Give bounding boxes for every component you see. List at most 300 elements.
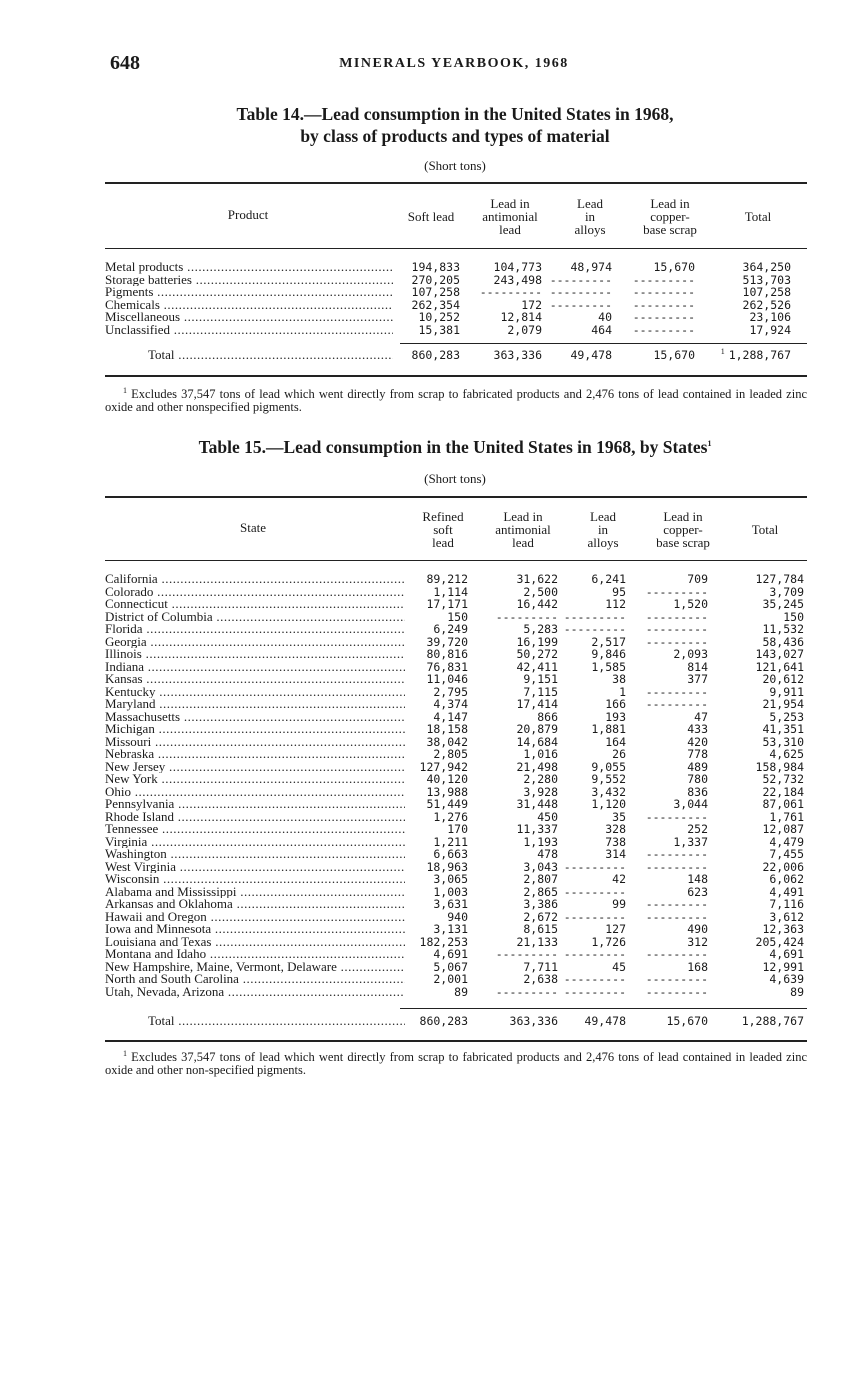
cell-col-4: 490 [687, 922, 708, 936]
cell-col-1: 5,067 [433, 959, 468, 974]
cell-col-1: 3,131 [433, 922, 468, 936]
table-row [105, 773, 807, 786]
cell-col-5: 513,703 [742, 272, 791, 287]
cell-col-2: 7,711 [523, 959, 558, 974]
cell-col-5: 143,027 [755, 647, 804, 661]
cell-col-4: --------- [632, 310, 695, 325]
cell-col-2: 450 [537, 809, 558, 824]
cell-col-4: 15,670 [653, 260, 695, 274]
table14-header-rule [105, 248, 807, 249]
header-line: Refined [422, 509, 464, 524]
cell-col-2: 2,280 [523, 772, 558, 786]
cell-col-2: 21,133 [516, 934, 558, 949]
cell-col-4: --------- [645, 909, 708, 924]
row-label: Virginia ..... [105, 836, 405, 849]
table-row [105, 973, 807, 986]
row-label: Montana and Idaho ..... [105, 948, 405, 961]
cell-col-4: 312 [687, 934, 708, 949]
table-row [105, 623, 807, 636]
total-cell-col-2: 363,336 [493, 348, 542, 362]
cell-col-1: 15,381 [418, 322, 460, 337]
row-label: Indiana ..... [105, 661, 405, 674]
cell-col-5: 4,639 [769, 972, 804, 986]
cell-col-5: 17,924 [749, 322, 791, 337]
cell-col-1: 80,816 [426, 647, 468, 661]
cell-col-4: 433 [687, 722, 708, 736]
cell-col-1: 11,046 [426, 672, 468, 686]
cell-col-4: 3,044 [673, 797, 708, 811]
cell-col-4: 168 [687, 959, 708, 974]
row-label: California ..... [105, 573, 405, 586]
table-row [105, 986, 807, 999]
cell-col-3: 9,846 [591, 647, 626, 661]
table14-footnote-text: Excludes 37,547 tons of lead which went directly from scrap to fabricated products and 2,476 tons of lead contained in leaded zinc oxide and other nonspecified pigments. [105, 387, 808, 414]
row-label: Connecticut ..... [105, 598, 405, 611]
table14-header-antimonial-lead [482, 197, 538, 236]
total-cell-col-3: 49,478 [584, 1014, 626, 1028]
cell-col-3: 38 [612, 672, 626, 686]
cell-col-4: 709 [687, 572, 708, 586]
table14-title [105, 103, 805, 147]
row-label: Washington ..... [105, 848, 405, 861]
cell-col-4: 252 [687, 822, 708, 836]
cell-col-1: 1,114 [433, 584, 468, 599]
cell-col-2: 2,865 [523, 884, 558, 899]
cell-col-2: 42,411 [516, 659, 558, 674]
row-label: Hawaii and Oregon ..... [105, 911, 405, 924]
cell-col-5: 205,424 [755, 934, 804, 949]
cell-col-4: --------- [645, 984, 708, 999]
cell-col-5: 4,491 [769, 884, 804, 899]
table-row [105, 873, 807, 886]
cell-col-1: 18,158 [426, 722, 468, 736]
total-label: Total ..... [148, 348, 393, 362]
cell-col-4: --------- [645, 584, 708, 599]
cell-col-2: --------- [479, 285, 542, 300]
cell-col-1: 10,252 [418, 310, 460, 325]
cell-col-5: 5,253 [769, 709, 804, 724]
table-row [105, 311, 807, 324]
cell-col-5: 150 [783, 609, 804, 624]
table14-bottom-rule [105, 375, 807, 377]
cell-col-4: --------- [645, 622, 708, 636]
row-label: New Jersey ..... [105, 761, 405, 774]
cell-col-3: 1 [619, 684, 626, 699]
cell-col-1: 51,449 [426, 797, 468, 811]
header-line: lead [512, 535, 534, 550]
cell-col-5: 121,641 [755, 659, 804, 674]
row-label: Missouri ..... [105, 736, 405, 749]
cell-col-1: 1,211 [433, 834, 468, 849]
cell-col-1: 2,805 [433, 747, 468, 761]
cell-col-4: --------- [645, 609, 708, 624]
cell-col-5: 364,250 [742, 260, 791, 274]
cell-col-2: 50,272 [516, 647, 558, 661]
total-cell-col-3: 49,478 [570, 348, 612, 362]
cell-col-5: 4,691 [769, 947, 804, 961]
cell-col-2: 16,199 [516, 634, 558, 649]
cell-col-5: 58,436 [762, 634, 804, 649]
row-label: Alabama and Mississippi ..... [105, 886, 405, 899]
cell-col-1: 13,988 [426, 784, 468, 799]
row-label: North and South Carolina ..... [105, 973, 405, 986]
row-label: Miscellaneous ..... [105, 311, 393, 324]
cell-col-4: --------- [645, 809, 708, 824]
header-line: in [597, 522, 609, 537]
cell-col-5: 11,532 [762, 622, 804, 636]
cell-col-5: 53,310 [762, 734, 804, 749]
table15-header-rule [105, 560, 807, 561]
table15-header-refined-soft-lead [422, 510, 463, 549]
cell-col-4: --------- [645, 697, 708, 711]
header-line: lead [499, 222, 521, 237]
row-label: West Virginia ..... [105, 861, 405, 874]
table14-header-soft-lead [408, 210, 455, 223]
cell-col-4: --------- [645, 684, 708, 699]
total-value: 1,288,767 [728, 348, 791, 362]
cell-col-5: 21,954 [762, 697, 804, 711]
row-label: Georgia ..... [105, 636, 405, 649]
row-label: Storage batteries ..... [105, 274, 393, 287]
row-label: District of Columbia ..... [105, 611, 405, 624]
cell-col-5: 20,612 [762, 672, 804, 686]
table15-footnote-text: Excludes 37,547 tons of lead which went directly from scrap to fabricated products and 2,476 tons of lead contained in leaded zinc oxide and other non-specified pigments. [105, 1050, 808, 1077]
header-line: base scrap [656, 535, 710, 550]
header-line: in [584, 209, 596, 224]
cell-col-3: --------- [563, 622, 626, 636]
cell-col-3: 6,241 [591, 572, 626, 586]
table14-total-rule [400, 343, 807, 344]
table-row [105, 848, 807, 861]
table14-column-headers [105, 197, 807, 242]
cell-col-4: 420 [687, 734, 708, 749]
cell-col-3: --------- [563, 609, 626, 624]
header-line: soft [433, 522, 453, 537]
cell-col-3: 99 [612, 897, 626, 911]
cell-col-2: 8,615 [523, 922, 558, 936]
cell-col-5: 22,184 [762, 784, 804, 799]
cell-col-1: 2,001 [433, 972, 468, 986]
cell-col-1: 3,631 [433, 897, 468, 911]
cell-col-5: 52,732 [762, 772, 804, 786]
cell-col-1: 1,003 [433, 884, 468, 899]
cell-col-2: 1,016 [523, 747, 558, 761]
cell-col-3: 464 [591, 322, 612, 337]
table15-header-state: State [240, 520, 266, 535]
cell-col-2: 2,807 [523, 872, 558, 886]
cell-col-4: 1,337 [673, 834, 708, 849]
header-line: antimonial [482, 209, 538, 224]
cell-col-4: --------- [632, 297, 695, 312]
cell-col-2: 172 [521, 297, 542, 312]
cell-col-2: 2,500 [523, 584, 558, 599]
cell-col-3: --------- [563, 884, 626, 899]
cell-col-5: 6,062 [769, 872, 804, 886]
cell-col-2: 1,193 [523, 834, 558, 849]
table15-header-total [752, 523, 779, 536]
cell-col-4: --------- [632, 272, 695, 287]
table-row [105, 723, 807, 736]
cell-col-2: 3,043 [523, 859, 558, 874]
cell-col-4: --------- [645, 859, 708, 874]
row-label: Illinois ..... [105, 648, 405, 661]
header-line: copper- [663, 522, 703, 537]
header-line: alloys [587, 535, 619, 550]
table15-column-headers [105, 510, 807, 555]
total-cell-col-4: 15,670 [653, 348, 695, 362]
cell-col-3: 26 [612, 747, 626, 761]
table15-body [105, 573, 807, 998]
cell-col-3: --------- [563, 984, 626, 999]
cell-col-3: 42 [612, 872, 626, 886]
cell-col-3: 1,120 [591, 797, 626, 811]
cell-col-2: 2,672 [523, 909, 558, 924]
cell-col-4: --------- [645, 634, 708, 649]
row-label: New York ..... [105, 773, 405, 786]
cell-col-2: 7,115 [523, 684, 558, 699]
table14-footnote-marker: 1 [123, 385, 127, 395]
cell-col-4: --------- [632, 285, 695, 300]
table15-total-row [105, 1014, 807, 1028]
cell-col-5: 9,911 [769, 684, 804, 699]
cell-col-4: --------- [645, 847, 708, 861]
cell-col-5: 262,526 [742, 297, 791, 312]
table15-title-marker: 1 [707, 439, 712, 449]
row-label: Kansas ..... [105, 673, 405, 686]
cell-col-3: --------- [549, 297, 612, 312]
table-row [105, 648, 807, 661]
table15-units: (Short tons) [424, 471, 486, 486]
cell-col-1: 3,065 [433, 872, 468, 886]
cell-col-5: 3,612 [769, 909, 804, 924]
cell-col-1: 940 [447, 909, 468, 924]
header-line: alloys [574, 222, 606, 237]
cell-col-3: 166 [605, 697, 626, 711]
cell-col-2: --------- [495, 947, 558, 961]
table-row [105, 598, 807, 611]
cell-col-2: 11,337 [516, 822, 558, 836]
total-label: Total ..... [148, 1014, 405, 1028]
cell-col-3: 45 [612, 959, 626, 974]
cell-col-1: 107,258 [411, 285, 460, 300]
cell-col-3: 3,432 [591, 784, 626, 799]
cell-col-1: 39,720 [426, 634, 468, 649]
header-line: antimonial [495, 522, 551, 537]
running-title: MINERALS YEARBOOK, 1968 [339, 56, 569, 71]
page-number: 648 [110, 52, 140, 74]
table-row [105, 673, 807, 686]
table15-footnote-marker: 1 [123, 1048, 127, 1058]
cell-col-2: 243,498 [493, 272, 542, 287]
row-label: Unclassified ..... [105, 324, 393, 337]
cell-col-5: 87,061 [762, 797, 804, 811]
cell-col-5: 127,784 [755, 572, 804, 586]
cell-col-5: 107,258 [742, 285, 791, 300]
cell-col-4: --------- [645, 972, 708, 986]
cell-col-1: 18,963 [426, 859, 468, 874]
cell-col-2: 3,928 [523, 784, 558, 799]
cell-col-2: 21,498 [516, 759, 558, 774]
row-label: Rhode Island ..... [105, 811, 405, 824]
row-label: New Hampshire, Maine, Vermont, Delaware ..... [105, 961, 405, 974]
cell-col-1: 1,276 [433, 809, 468, 824]
cell-col-3: 9,552 [591, 772, 626, 786]
total-cell-col-4: 15,670 [666, 1014, 708, 1028]
header-line: Total [751, 522, 779, 537]
cell-col-4: --------- [632, 322, 695, 337]
cell-col-5: 1,761 [769, 809, 804, 824]
cell-col-3: 1,726 [591, 934, 626, 949]
table14-total-row [105, 348, 807, 362]
cell-col-1: 262,354 [411, 297, 460, 312]
cell-col-4: --------- [645, 947, 708, 961]
row-label: Arkansas and Oklahoma ..... [105, 898, 405, 911]
row-label: Florida ..... [105, 623, 405, 636]
table14-title-line2: by class of products and types of material [300, 126, 610, 146]
cell-col-2: --------- [495, 609, 558, 624]
table15-title [105, 436, 805, 458]
cell-col-3: 738 [605, 834, 626, 849]
table15-header-lead-in-alloys [587, 510, 618, 549]
row-label: Nebraska ..... [105, 748, 405, 761]
table14-header-total [745, 210, 772, 223]
table14-footnote [105, 385, 808, 414]
cell-col-5: 7,455 [769, 847, 804, 861]
table-row [105, 573, 807, 586]
cell-col-3: 95 [612, 584, 626, 599]
cell-col-1: 17,171 [426, 597, 468, 611]
cell-col-5: 35,245 [762, 597, 804, 611]
cell-col-3: 35 [612, 809, 626, 824]
header-line: Lead [577, 196, 603, 211]
cell-col-3: 164 [605, 734, 626, 749]
cell-col-1: 182,253 [419, 934, 468, 949]
cell-col-4: 2,093 [673, 647, 708, 661]
cell-col-4: 778 [687, 747, 708, 761]
cell-col-4: 623 [687, 884, 708, 899]
cell-col-4: 1,520 [673, 597, 708, 611]
cell-col-5: 3,709 [769, 584, 804, 599]
cell-col-1: 170 [447, 822, 468, 836]
cell-col-5: 22,006 [762, 859, 804, 874]
table-row [105, 748, 807, 761]
table-row [105, 798, 807, 811]
table-row [105, 698, 807, 711]
cell-col-1: 127,942 [419, 759, 468, 774]
cell-col-5: 7,116 [769, 897, 804, 911]
cell-col-1: 6,249 [433, 622, 468, 636]
row-label: Wisconsin ..... [105, 873, 405, 886]
cell-col-4: 814 [687, 659, 708, 674]
header-line: Lead in [663, 509, 703, 524]
table14-units: (Short tons) [424, 158, 486, 173]
cell-col-3: --------- [563, 947, 626, 961]
row-label: Tennessee ..... [105, 823, 405, 836]
cell-col-2: 14,684 [516, 734, 558, 749]
row-label: Metal products ..... [105, 261, 393, 274]
cell-col-2: 16,442 [516, 597, 558, 611]
table14-body [105, 261, 807, 336]
cell-col-3: 9,055 [591, 759, 626, 774]
cell-col-2: 866 [537, 709, 558, 724]
cell-col-5: 41,351 [762, 722, 804, 736]
cell-col-1: 6,663 [433, 847, 468, 861]
cell-col-3: 40 [598, 310, 612, 325]
table15-top-rule [105, 496, 807, 498]
row-label: Kentucky ..... [105, 686, 405, 699]
cell-col-3: --------- [563, 859, 626, 874]
row-label: Colorado ..... [105, 586, 405, 599]
cell-col-2: 5,283 [523, 622, 558, 636]
table-row [105, 261, 807, 274]
table15-footnote [105, 1048, 808, 1077]
row-label: Maryland ..... [105, 698, 405, 711]
table14-top-rule [105, 182, 807, 184]
total-cell-col-2: 363,336 [509, 1014, 558, 1028]
row-label: Ohio ..... [105, 786, 405, 799]
cell-col-1: 2,795 [433, 684, 468, 699]
table14-header-copper-base-scrap [643, 197, 697, 236]
table-row [105, 823, 807, 836]
cell-col-1: 4,691 [433, 947, 468, 961]
header-line: Soft lead [407, 209, 455, 224]
cell-col-5: 158,984 [755, 759, 804, 774]
cell-col-5: 89 [790, 984, 804, 999]
cell-col-2: 20,879 [516, 722, 558, 736]
cell-col-2: --------- [495, 984, 558, 999]
table-row [105, 948, 807, 961]
cell-col-3: 1,585 [591, 659, 626, 674]
cell-col-3: 48,974 [570, 260, 612, 274]
header-line: Lead in [503, 509, 543, 524]
row-label: Chemicals ..... [105, 299, 393, 312]
cell-col-2: 104,773 [493, 260, 542, 274]
table15-header-antimonial-lead [495, 510, 551, 549]
header-line: lead [432, 535, 454, 550]
cell-col-4: 780 [687, 772, 708, 786]
row-label: Massachusetts ..... [105, 711, 405, 724]
cell-col-3: 193 [605, 709, 626, 724]
cell-col-4: 489 [687, 759, 708, 774]
cell-col-3: 112 [605, 597, 626, 611]
table14-header-product: Product [227, 207, 269, 222]
cell-col-5: 12,363 [762, 922, 804, 936]
header-line: base scrap [643, 222, 697, 237]
cell-col-2: 31,622 [516, 572, 558, 586]
cell-col-2: 17,414 [516, 697, 558, 711]
cell-col-5: 23,106 [749, 310, 791, 325]
cell-col-3: 2,517 [591, 634, 626, 649]
table15-bottom-rule [105, 1040, 807, 1042]
cell-col-3: --------- [563, 909, 626, 924]
table14-title-line1: Table 14.—Lead consumption in the United States in 1968, [236, 104, 674, 124]
cell-col-3: 1,881 [591, 722, 626, 736]
row-label: Louisiana and Texas ..... [105, 936, 405, 949]
row-label: Pigments ..... [105, 286, 393, 299]
header-line: copper- [650, 209, 690, 224]
table15-title-text: Table 15.—Lead consumption in the United States in 1968, by States [198, 437, 708, 457]
cell-col-2: 31,448 [516, 797, 558, 811]
cell-col-3: --------- [563, 972, 626, 986]
total-cell-col-1: 860,283 [411, 348, 460, 362]
table15-header-copper-base-scrap [656, 510, 710, 549]
header-line: Lead [590, 509, 616, 524]
header-line: Lead in [490, 196, 530, 211]
table-row [105, 923, 807, 936]
row-label: Iowa and Minnesota ..... [105, 923, 405, 936]
cell-col-1: 194,833 [411, 260, 460, 274]
header-line: Total [744, 209, 772, 224]
